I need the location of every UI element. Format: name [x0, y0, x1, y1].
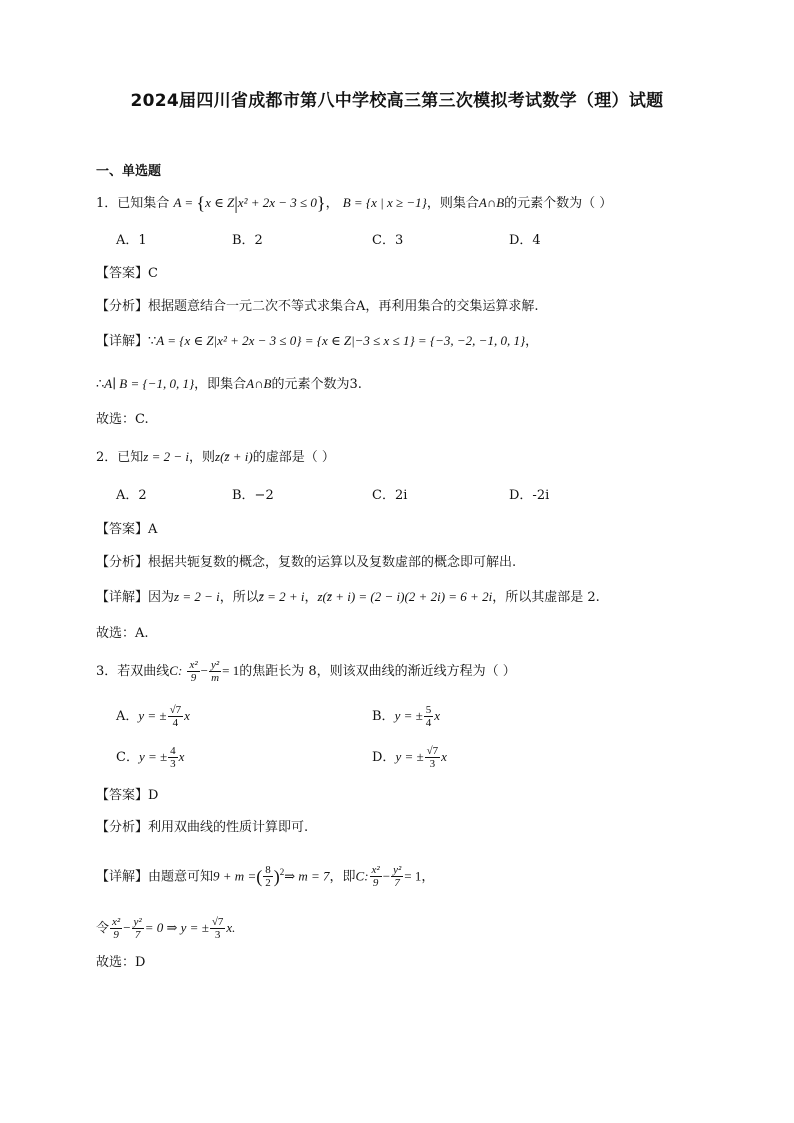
stem-text: 的元素个数为（ ）: [504, 196, 613, 211]
fraction: $\frac{5}{4}$: [425, 704, 432, 729]
question-number: 1．: [96, 196, 118, 211]
q3-analysis: [96, 818, 308, 838]
detail-text: 的元素个数为3.: [271, 377, 362, 392]
q1-answer: [96, 264, 158, 284]
detail-expression: x.: [226, 920, 236, 935]
stem-text: ，则集合: [426, 196, 479, 211]
comma: ，: [421, 869, 435, 885]
comma: ，: [325, 196, 339, 211]
q1-choice: 故选：C.: [96, 412, 149, 427]
q3-option-b: B．y = ± $\frac{5}{4}$ x: [372, 704, 441, 729]
detail-text: 令: [96, 921, 110, 936]
stem-text: 的虚部是（ ）: [252, 450, 335, 465]
answer-tag: 【答案】: [96, 266, 149, 281]
q1-option-c: C．3: [372, 233, 404, 248]
detail-text: ，即: [329, 869, 356, 885]
detail-text: ，所以其虚部是 2.: [492, 590, 600, 605]
detail-expression: A∣ B = {−1, 0, 1}: [104, 376, 195, 391]
q1-detail-line-2: [96, 374, 362, 395]
analysis-tag: 【分析】: [96, 820, 149, 835]
question-3-stem: [96, 659, 516, 684]
detail-text: ，即集合: [194, 377, 247, 392]
q2-answer: [96, 520, 157, 540]
minus-sign: −: [200, 663, 208, 678]
exponent: 2: [279, 867, 285, 877]
set-a-expr: x² + 2x − 3 ≤ 0: [237, 195, 317, 210]
stem-text: ，则: [189, 450, 216, 465]
q1-option-a: A．1: [116, 233, 147, 248]
detail-expression: ⇒ m = 7: [284, 868, 330, 884]
because-symbol: ∵: [148, 334, 157, 349]
page-title: 2024届四川省成都市第八中学校高三第三次模拟考试数学（理）试题: [130, 91, 664, 111]
fraction: $\frac{\text{x²}}{9}$: [112, 916, 121, 941]
fraction: $\frac{8}{2}$: [265, 864, 271, 890]
detail-expression: 9 + m =: [213, 868, 257, 884]
q3-answer: [96, 786, 158, 806]
analysis-tag: 【分析】: [96, 555, 149, 570]
q1-detail-line-1: [96, 331, 538, 352]
detail-text: 因为: [148, 590, 175, 605]
q2-choice: 故选：A.: [96, 626, 149, 641]
detail-expression: A = {x ∈ Z|x² + 2x − 3 ≤ 0} = {x ∈ Z|−3 ≤ x ≤ 1} = {−3, −2, −1, 0, 1}: [156, 333, 526, 348]
analysis-text: 根据共轭复数的概念，复数的运算以及复数虚部的概念即可解出.: [148, 555, 517, 570]
stem-text: 已知: [117, 450, 144, 465]
detail-tag: 【详解】: [96, 590, 149, 605]
fraction: $\frac{√7}{3}$: [211, 916, 224, 941]
answer-tag: 【答案】: [96, 522, 149, 537]
q1-option-b: B．2: [232, 233, 263, 248]
detail-text: ，所以: [219, 590, 259, 605]
analysis-text: 利用双曲线的性质计算即可.: [148, 820, 309, 835]
set-b: B = {x | x ≥ −1}: [342, 195, 427, 210]
therefore-symbol: ∴: [96, 377, 105, 392]
q1-analysis: [96, 297, 539, 317]
set-a-cond: x ∈ Z: [205, 195, 235, 210]
equals-one: = 1: [404, 868, 422, 884]
answer-tag: 【答案】: [96, 788, 149, 803]
analysis-text: 根据题意结合一元二次不等式求集合A，再利用集合的交集运算求解.: [148, 299, 539, 314]
question-2-stem: [96, 447, 335, 468]
q2-option-b: B．−2: [232, 488, 274, 503]
stem-text: 的焦距长为 8，则该双曲线的渐近线方程为（ ）: [239, 664, 516, 679]
fraction: $\frac{\text{y²}}{7}$: [133, 916, 142, 941]
q2-analysis: [96, 553, 516, 573]
curve-name: C:: [355, 868, 369, 884]
fraction: $\frac{\text{x²}}{9}$: [189, 659, 198, 684]
a-cap-b: A∩B: [478, 195, 505, 210]
q3-detail-line-1: 【详解】由题意可知9 + m =( $\frac{8}{2}$ )$^2$⇒ m = 7，即C: $\frac{\text{x²}}{9}$ − $\frac{\text{y²}}{7}$ = 1，: [96, 864, 435, 890]
question-number: 3．: [96, 664, 118, 679]
detail-text: 由题意可知: [148, 869, 214, 885]
answer-value: A: [148, 522, 158, 537]
comma: ，: [304, 590, 318, 605]
a-cap-b: A∩B: [246, 376, 272, 391]
z-expression: z(z̄ + i): [215, 449, 253, 464]
set-a-head: A =: [173, 195, 197, 210]
stem-text: 已知集合: [117, 196, 170, 211]
question-number: 2．: [96, 450, 118, 465]
detail-expression: z(z̄ + i) = (2 − i)(2 + 2i) = 6 + 2i: [317, 589, 493, 604]
q3-detail-line-2: 令 $\frac{\text{x²}}{9}$ − $\frac{\text{y²}}{7}$ = 0 ⇒ y = ± $\frac{√7}{3}$ x.: [96, 916, 236, 941]
fraction: $\frac{\text{x²}}{9}$: [371, 864, 380, 890]
curve-name: C:: [169, 663, 183, 678]
question-1-stem: 1．已知集合 A = {x ∈ Z|x² + 2x − 3 ≤ 0}， B = {x | x ≥ −1}，则集合A∩B的元素个数为（ ）: [96, 193, 613, 213]
detail-tag: 【详解】: [96, 869, 149, 885]
detail-expression: = 0 ⇒ y = ±: [144, 920, 209, 935]
q2-option-c: C．2i: [372, 488, 408, 503]
q2-option-a: A．2: [116, 488, 147, 503]
q2-option-d: D．-2i: [509, 488, 550, 503]
q1-option-d: D．4: [509, 233, 541, 248]
answer-value: C: [148, 266, 158, 281]
answer-value: D: [148, 788, 159, 803]
z-value: z = 2 − i: [174, 589, 220, 604]
equals-one: = 1: [222, 663, 240, 678]
fraction: $\frac{\text{y²}}{7}$: [393, 864, 402, 890]
q3-option-d: D．y = ± $\frac{√7}{3}$ x: [372, 745, 447, 770]
fraction: $\frac{4}{3}$: [170, 745, 176, 770]
fraction: $\frac{\text{y²}}{m}$: [210, 659, 220, 684]
detail-tag: 【详解】: [96, 334, 149, 349]
fraction: $\frac{√7}{3}$: [426, 745, 439, 770]
z-value: z = 2 − i: [143, 449, 190, 464]
q3-option-c: C．y = ± $\frac{4}{3}$ x: [116, 745, 185, 770]
comma: ，: [525, 334, 539, 349]
analysis-tag: 【分析】: [96, 299, 149, 314]
stem-text: 若双曲线: [117, 664, 170, 679]
q3-choice: 故选：D: [96, 955, 146, 970]
q3-option-a: A．y = ± $\frac{√7}{4}$ x: [116, 704, 190, 729]
fraction: $\frac{√7}{4}$: [169, 704, 182, 729]
q2-detail: [96, 587, 600, 608]
z-conjugate: z̄ = 2 + i: [258, 589, 305, 604]
section-heading: 一、单选题: [96, 164, 162, 179]
